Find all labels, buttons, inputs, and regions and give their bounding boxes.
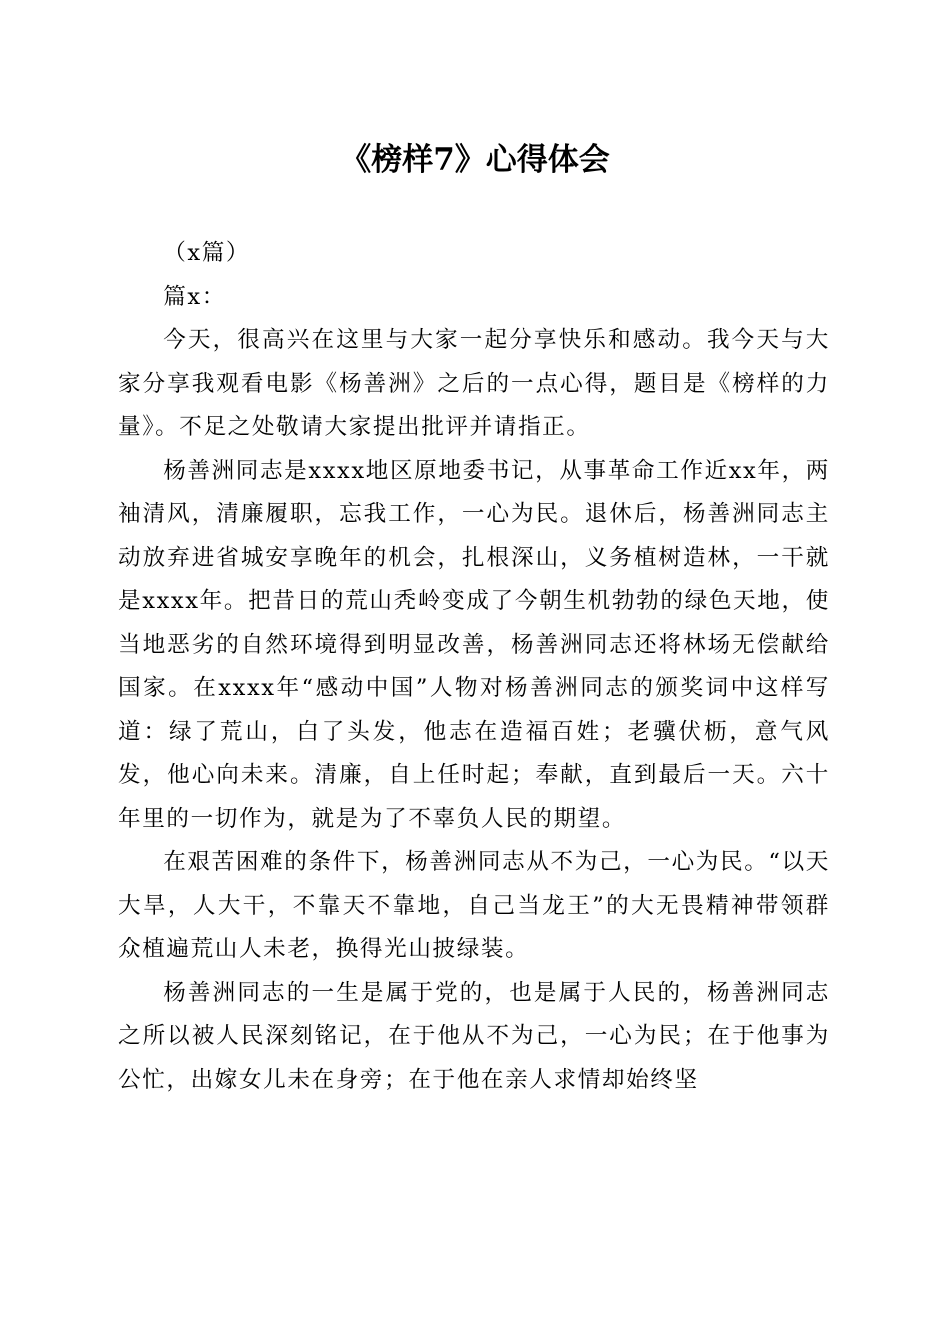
- paragraph: 在艰苦困难的条件下，杨善洲同志从不为己，一心为民。“以天大旱，人大干，不靠天不靠地，自己当龙王”的大无畏精神带领群众植遍荒山人未老，换得光山披绿装。: [118, 849, 830, 962]
- subtitle: （x篇）: [163, 240, 251, 266]
- paragraph: 杨善洲同志是xxxx地区原地委书记，从事革命工作近xx年，两袖清风，清廉履职，忘我工作，一心为民。退休后，杨善洲同志主动放弃进省城安享晚年的机会，扎根深山，义务植树造林，一干就是xxxx年。把昔日的荒山秃岭变成了今朝生机勃勃的绿色天地，使当地恶劣的自然环境得到明显改善，杨善洲同志还将林场无偿献给国家。在xxxx年“感动中国”人物对杨善洲同志的颁奖词中这样写道：绿了荒山，白了头发，他志在造福百姓；老骥伏枥，意气风发，他心向未来。清廉，自上任时起；奉献，直到最后一天。六十年里的一切作为，就是为了不辜负人民的期望。: [118, 457, 830, 832]
- document-title: 《榜样7》心得体会: [340, 142, 610, 178]
- paragraph: 今天，很高兴在这里与大家一起分享快乐和感动。我今天与大家分享我观看电影《杨善洲》之后的一点心得，题目是《榜样的力量》。不足之处敬请大家提出批评并请指正。: [118, 327, 830, 440]
- paragraph: 杨善洲同志的一生是属于党的，也是属于人民的，杨善洲同志之所以被人民深刻铭记，在于他从不为己，一心为民；在于他事为公忙，出嫁女儿未在身旁；在于他在亲人求情却始终坚: [118, 979, 830, 1093]
- section-label: 篇x：: [163, 283, 226, 310]
- document-body: [118, 232, 830, 1102]
